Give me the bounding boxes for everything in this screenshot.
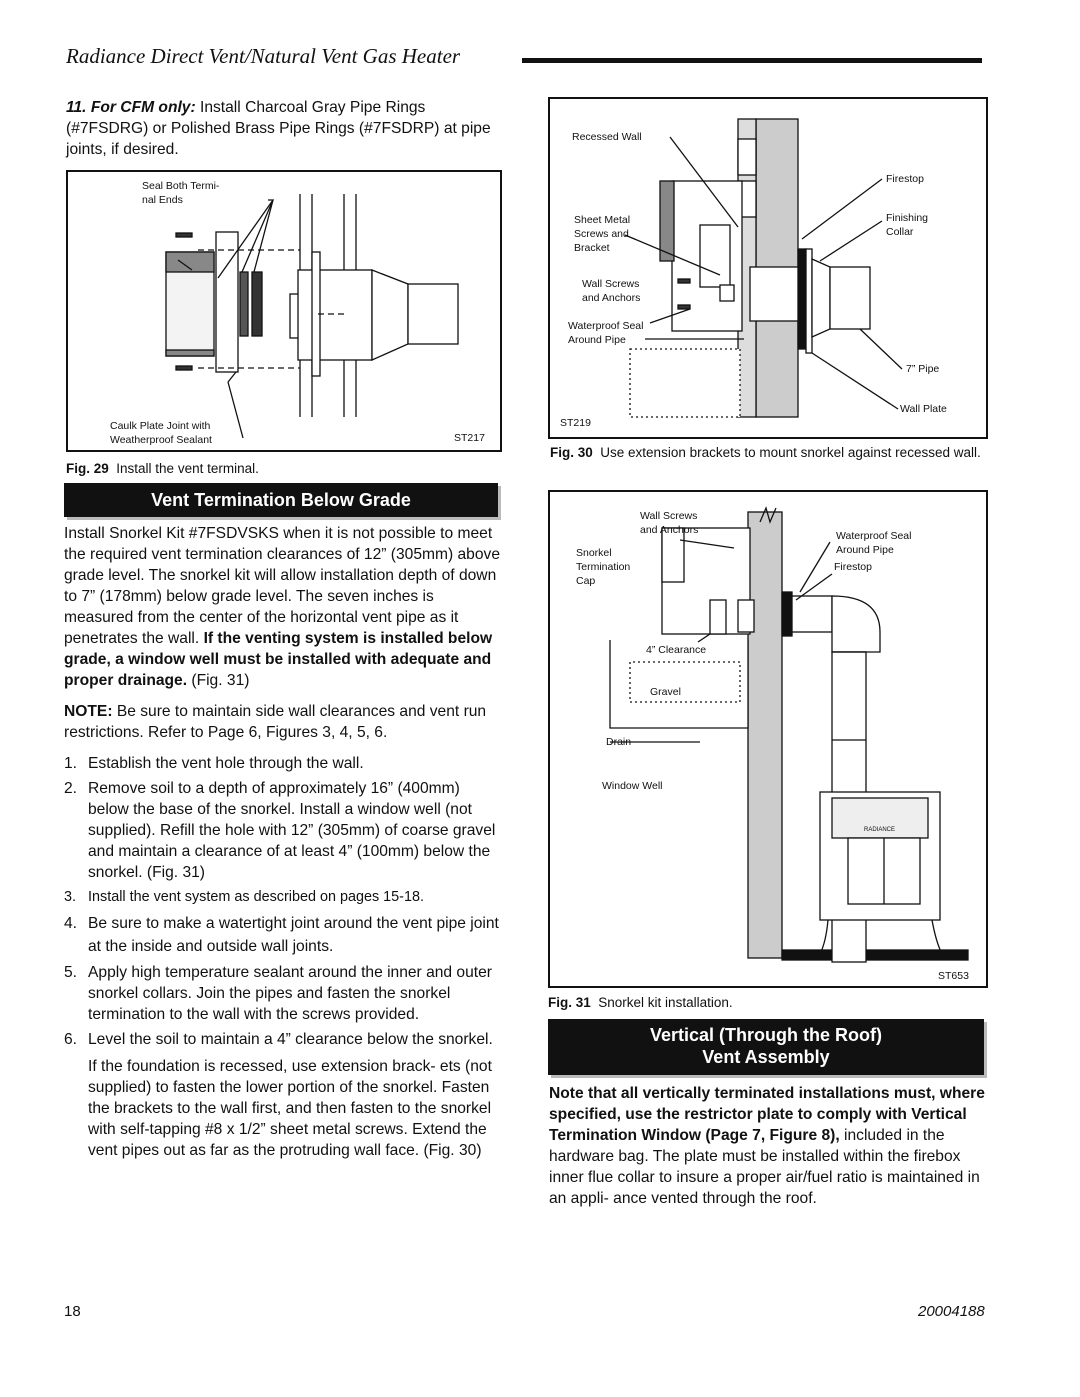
figure-30 [548, 97, 988, 439]
doc-number: 20004188 [918, 1303, 985, 1320]
figure-31 [548, 490, 988, 988]
fig30-label-pipe: 7” Pipe [906, 363, 940, 375]
intro-tail: (Fig. 31) [187, 672, 250, 689]
fig29-label-caulk-2: Weatherproof Sealant [110, 434, 212, 446]
fig30-label-firestop: Firestop [886, 173, 924, 185]
step-number: 5. [64, 964, 78, 981]
intro-paragraph [64, 523, 500, 691]
step-number: 4. [64, 915, 78, 932]
step-11-text: Install Charcoal Gray Pipe Rings (#7FSDRG) or Polished Brass Pipe Rings (#7FSDRP) at pipe joints, if desired. [66, 99, 491, 158]
fig30-caption-num: Fig. 30 [550, 445, 593, 460]
steps-list [64, 753, 500, 1050]
fig31-brand-label: RADIANCE [864, 827, 896, 833]
fig31-label-seal-1: Waterproof Seal [836, 530, 912, 542]
fig31-label-gravel: Gravel [650, 686, 681, 698]
fig30-label-recessed: Recessed Wall [572, 131, 642, 143]
step-number: 6. [64, 1031, 78, 1048]
list-item [64, 1029, 500, 1050]
step-text: Be sure to make a watertight joint around the vent pipe joint at the inside and outside wall joints. [88, 915, 499, 955]
restrictor-text: included in the hardware bag. The plate must be installed within the firebox inner flue collar to insure a proper air/fuel ratio is maintained in an appli- ance vented through the roof. [549, 1127, 980, 1207]
right-column-body [549, 1083, 985, 1209]
fig30-label-sheet-2: Screws and [574, 228, 629, 240]
fig31-code: ST653 [938, 970, 969, 982]
fig31-caption-text: Snorkel kit installation. [598, 995, 733, 1010]
page-number: 18 [64, 1303, 81, 1320]
note-paragraph [64, 701, 500, 743]
fig31-label-seal-2: Around Pipe [836, 544, 894, 556]
fig31-label-screws-1: Wall Screws [640, 510, 698, 522]
step-11-lead: 11. For CFM only: [66, 99, 196, 116]
section-vertical-line-1: Vertical (Through the Roof) [650, 1025, 882, 1045]
fig29-code: ST217 [454, 432, 485, 444]
fig31-label-snorkel-1: Snorkel [576, 547, 612, 559]
fig31-label-window: Window Well [602, 780, 663, 792]
left-column-body [64, 523, 500, 1161]
recessed-wall-diagram [550, 99, 986, 437]
section-vertical-line-2: Vent Assembly [702, 1047, 830, 1067]
step-text: Install the vent system as described on pages 15-18. [88, 889, 424, 905]
fig29-label-caulk: Caulk Plate Joint with [110, 420, 211, 432]
step-number: 1. [64, 755, 78, 772]
fig30-label-sheet-3: Bracket [574, 242, 610, 254]
fig30-label-plate: Wall Plate [900, 403, 947, 415]
list-item [64, 912, 500, 958]
header-rule [522, 58, 982, 63]
recess-paragraph: If the foundation is recessed, use extension brack- ets (not supplied) to fasten the lower portion of the snorkel. Fasten the brackets to the wall first, and then fasten to the snorkel with self-tapping #8 x 1/2” sheet metal screws. Extend the vent pipes out as far as the protruding wall face. (Fig. 30) [88, 1058, 492, 1159]
fig29-caption [66, 459, 496, 478]
fig30-label-sheet-1: Sheet Metal [574, 214, 631, 226]
fig30-label-screws-1: Wall Screws [582, 278, 640, 290]
fig30-label-seal-2: Around Pipe [568, 334, 626, 346]
fig31-label-firestop: Firestop [834, 561, 872, 573]
vent-terminal-diagram [68, 172, 500, 450]
fig30-label-finish-1: Finishing [886, 212, 929, 224]
fig31-label-snorkel-3: Cap [576, 575, 596, 587]
page-header-title: Radiance Direct Vent/Natural Vent Gas Heater [66, 44, 461, 68]
note-lead: NOTE: [64, 703, 113, 720]
step-number: 2. [64, 780, 78, 797]
fig29-caption-num: Fig. 29 [66, 461, 109, 476]
section-vertical-vent-heading [548, 1019, 984, 1075]
list-item [64, 887, 500, 908]
intro-text: Install Snorkel Kit #7FSDVSKS when it is not possible to meet the required vent termination clearances of 12” (305mm) above grade level. The snorkel kit will allow installation depth of down to 7” (178mm) below grade level. The seven inches is measured from the center of the horizontal vent pipe as it penetrates the wall. [64, 525, 500, 647]
fig30-caption [550, 443, 982, 462]
restrictor-bold: Note that all vertically terminated installations must, where specified, use the restrictor plate to comply with Vertical Termination Window (Page 7, Figure 8), [549, 1085, 985, 1144]
restrictor-paragraph [549, 1083, 985, 1209]
list-item [64, 778, 500, 883]
fig31-label-screws-2: and Anchors [640, 524, 699, 536]
fig30-label-finish-2: Collar [886, 226, 914, 238]
list-item [64, 753, 500, 774]
fig31-label-drain: Drain [606, 736, 632, 748]
fig31-label-clearance: 4” Clearance [646, 644, 707, 656]
list-item [64, 962, 500, 1025]
step-text: Level the soil to maintain a 4” clearance below the snorkel. [88, 1031, 493, 1048]
fig29-label-seal-2: nal Ends [142, 194, 183, 206]
fig29-label-seal: Seal Both Termi- [142, 180, 220, 192]
fig29-caption-text: Install the vent terminal. [116, 461, 259, 476]
fig31-caption-num: Fig. 31 [548, 995, 591, 1010]
step-text: Establish the vent hole through the wall. [88, 755, 364, 772]
fig30-label-seal-1: Waterproof Seal [568, 320, 644, 332]
step-11 [66, 97, 496, 160]
figure-29 [66, 170, 502, 452]
fig31-label-snorkel-2: Termination [576, 561, 631, 573]
fig30-caption-text: Use extension brackets to mount snorkel against recessed wall. [600, 445, 981, 460]
step-text: Apply high temperature sealant around the inner and outer snorkel collars. Join the pipes and fasten the snorkel termination to the wall with the screws provided. [88, 964, 492, 1023]
step-number: 3. [64, 889, 77, 905]
note-text: Be sure to maintain side wall clearances and vent run restrictions. Refer to Page 6, Figures 3, 4, 5, 6. [64, 703, 487, 741]
section-vent-termination-heading: Vent Termination Below Grade [64, 483, 498, 517]
step-text: Remove soil to a depth of approximately 16” (400mm) below the base of the snorkel. Install a window well (not supplied). Refill the hole with 12” (305mm) of coarse gravel and maintain a clearance of at least 4” (100mm) below the snorkel. (Fig. 31) [88, 780, 496, 881]
fig30-label-screws-2: and Anchors [582, 292, 641, 304]
fig31-caption [548, 993, 984, 1012]
fig30-code: ST219 [560, 417, 591, 429]
intro-warning: If the venting system is installed below grade, a window well must be installed with adequate and proper drainage. [64, 630, 493, 689]
